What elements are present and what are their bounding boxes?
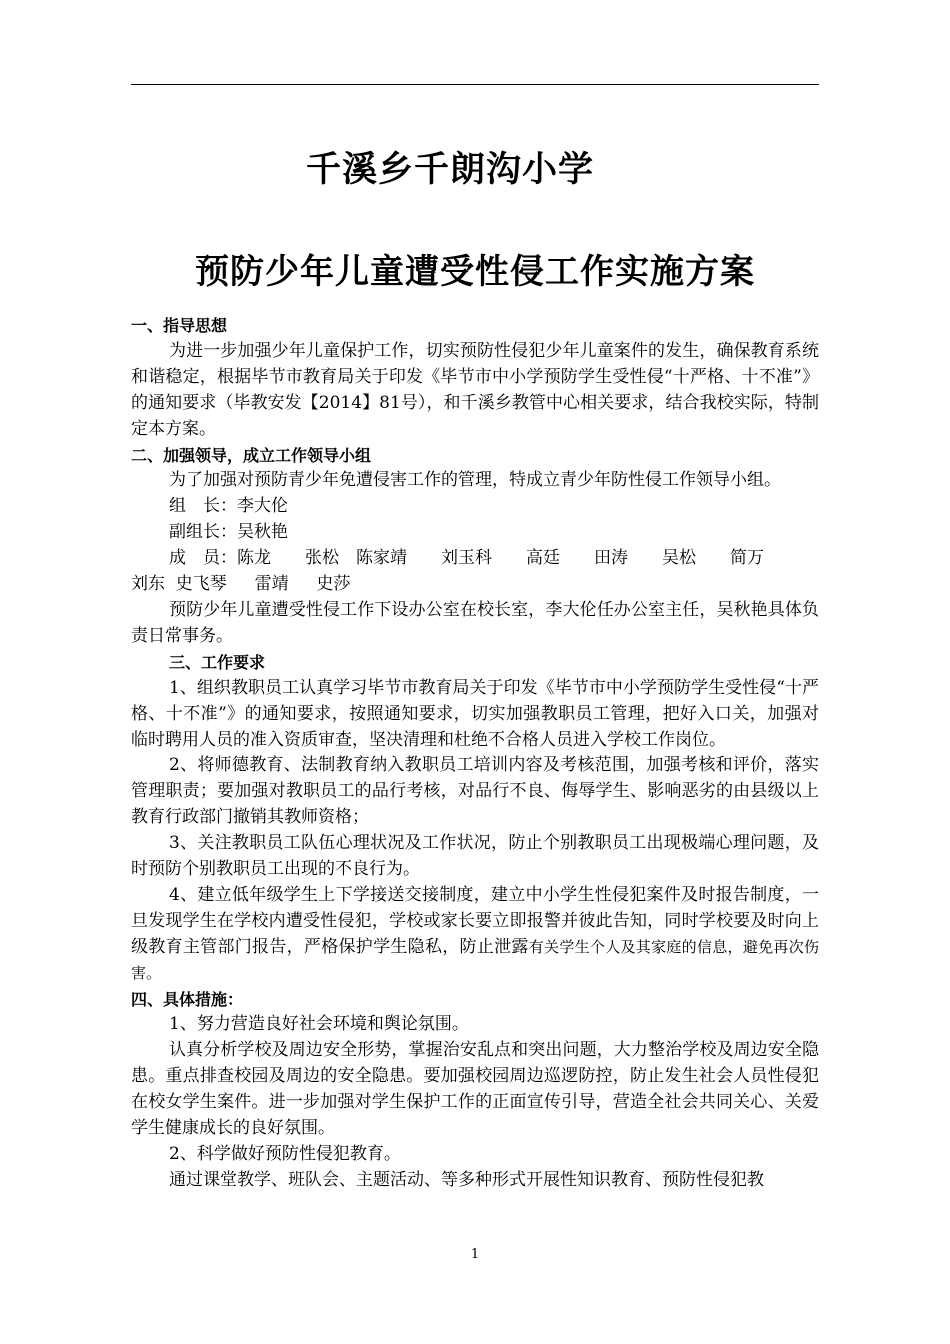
list-item: 2、科学做好预防性侵犯教育。 [169,1144,401,1164]
document-body [131,313,819,1194]
group-members: 成 员：陈龙 张松 陈家靖 刘玉科 高廷 田涛 吴松 简万 [169,548,764,569]
paragraph: 为了加强对预防青少年免遭侵害工作的管理，特成立青少年防性侵工作领导小组。 [169,470,781,491]
group-leader: 组 长：李大伦 [169,496,288,517]
section-heading: 二、加强领导，成立工作领导小组 [131,445,372,465]
paragraph-text-small: 有关学生个人及其家庭的信息，避免再次伤害。 [131,937,819,982]
list-item: 1、努力营造良好社会环境和舆论氛围。 [169,1014,469,1035]
header-rule [131,84,819,85]
section-heading: 一、指导思想 [131,316,228,335]
paragraph: 3、关注教职员工队伍心理状况及工作状况，防止个别教职员工出现极端心理问题，及时预防个别教职员工出现的不良行为。 [131,833,819,880]
paragraph: 预防少年儿童遭受性侵工作下设办公室在校长室，李大伦任办公室主任，吴秋艳具体负责日常事务。 [131,599,819,646]
section-heading: 三、工作要求 [169,652,266,672]
section-heading: 四、具体措施： [131,989,244,1009]
paragraph: 为进一步加强少年儿童保护工作，切实预防性侵犯少年儿童案件的发生，确保教育系统和谐稳定，根据毕节市教育局关于印发《毕节市中小学预防学生受性侵“十严格、十不准”》的通知要求（毕教安发【2014】81号），和千溪乡教管中心相关要求，结合我校实际，特制定本方案。 [131,340,819,439]
paragraph-text: 4、建立低年级学生上下学接送交接制度，建立中小学生性侵犯案件及时报告制度，一旦发现学生在学校内遭受性侵犯，学校或家长要立即报警并彼此告知，同时学校要及时向上级教育主管部门报告，严格保护学生隐私，防止泄露 [131,884,819,957]
document-title: 预防少年儿童遭受性侵工作实施方案 [195,252,755,292]
page-number: 1 [470,1247,480,1262]
paragraph: 1、组织教职员工认真学习毕节市教育局关于印发《毕节市中小学预防学生受性侵“十严格、十不准”》的通知要求，按照通知要求，切实加强教职员工管理，把好入口关，加强对临时聘用人员的准入资质审查，坚决清理和杜绝不合格人员进入学校工作岗位。 [131,677,819,750]
school-title: 千溪乡千朗沟小学 [305,150,594,190]
paragraph: 通过课堂教学、班队会、主题活动、等多种形式开展性知识教育、预防性侵犯教 [169,1169,764,1190]
paragraph: 认真分析学校及周边安全形势，掌握治安乱点和突出问题，大力整治学校及周边安全隐患。重点排查校园及周边的安全隐患。要加强校园周边巡逻防控，防止发生社会人员性侵犯在校女学生案件。进一步加强对学生保护工作的正面宣传引导，营造全社会共同关心、关爱学生健康成长的良好氛围。 [131,1040,819,1139]
paragraph [131,883,819,987]
group-vice-leader: 副组长：吴秋艳 [169,522,288,543]
paragraph: 2、将师德教育、法制教育纳入教职员工培训内容及考核范围，加强考核和评价，落实管理职责；要加强对教职员工的品行考核，对品行不良、侮辱学生、影响恶劣的由县级以上教育行政部门撤销其教师资格； [131,755,819,828]
group-members-cont: 刘东 史飞琴 雷靖 史莎 [131,574,351,595]
